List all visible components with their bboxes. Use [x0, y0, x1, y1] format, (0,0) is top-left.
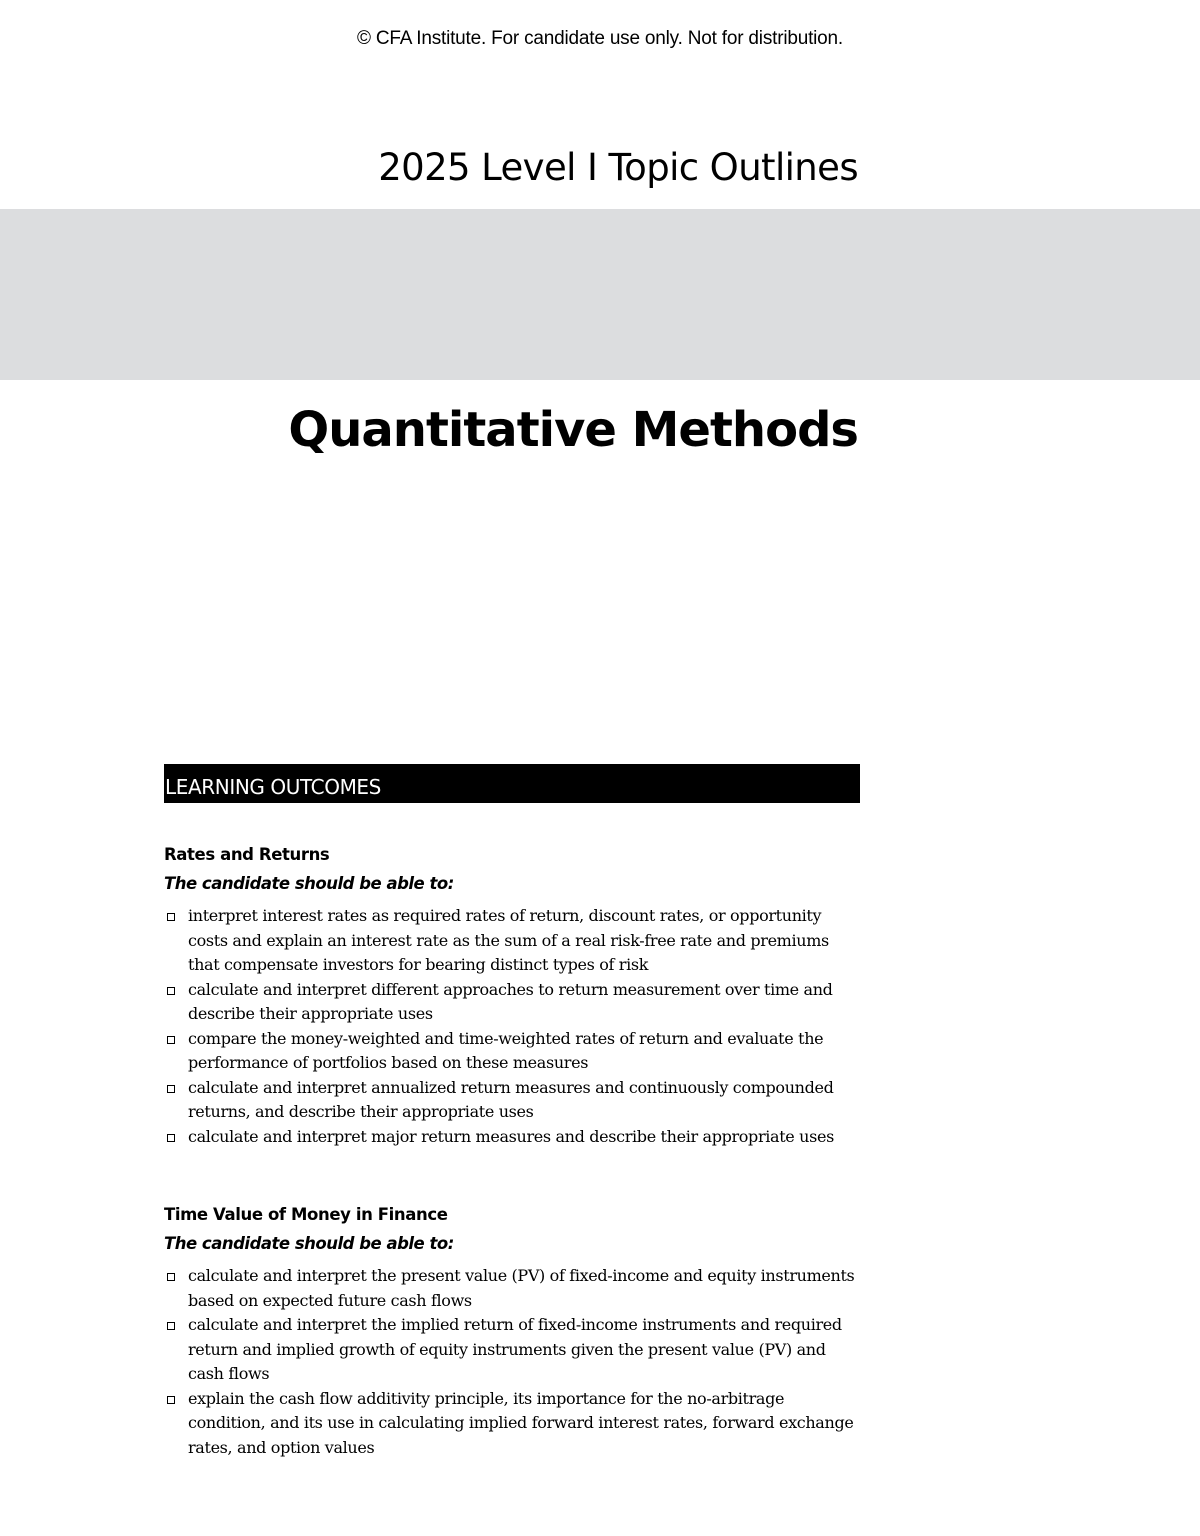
list-item-text: calculate and interpret the implied return of fixed-income instruments and required return and implied growth of equity instruments given the present value (PV) and cash flows — [188, 1315, 842, 1383]
checkbox-bullet-icon — [167, 1396, 175, 1404]
list-item — [164, 1387, 864, 1461]
checkbox-bullet-icon — [167, 1085, 175, 1093]
header-band — [0, 209, 1200, 380]
checkbox-bullet-icon — [167, 913, 175, 921]
learning-outcomes-heading: LEARNING OUTCOMES — [164, 764, 860, 803]
list-item-text: interpret interest rates as required rates of return, discount rates, or opportunity costs and explain an interest rate as the sum of a real risk-free rate and premiums that compensate investors for bearing distinct types of risk — [188, 906, 829, 974]
document-subtitle: 2025 Level I Topic Outlines — [378, 146, 858, 189]
checkbox-bullet-icon — [167, 1322, 175, 1330]
list-item — [164, 978, 864, 1027]
list-item — [164, 1313, 864, 1387]
section-intro: The candidate should be able to: — [164, 1234, 454, 1253]
list-item-text: calculate and interpret annualized return measures and continuously compounded returns, and describe their appropriate uses — [188, 1077, 834, 1121]
list-item — [164, 904, 864, 978]
list-item-text: compare the money-weighted and time-weighted rates of return and evaluate the performance of portfolios based on these measures — [188, 1028, 824, 1072]
section-title: Rates and Returns — [164, 845, 330, 864]
list-item-text: explain the cash flow additivity principle, its importance for the no-arbitrage condition, and its use in calculating implied forward interest rates, forward exchange rates, and option values — [188, 1388, 854, 1457]
list-item — [164, 1264, 864, 1313]
copyright-notice: © CFA Institute. For candidate use only. Not for distribution. — [357, 28, 843, 49]
section-title: Time Value of Money in Finance — [164, 1205, 448, 1224]
list-item — [164, 1125, 864, 1150]
list-item — [164, 1076, 864, 1125]
checkbox-bullet-icon — [167, 1273, 175, 1281]
checkbox-bullet-icon — [167, 1036, 175, 1044]
list-item — [164, 1027, 864, 1076]
learning-outcome-list — [164, 904, 864, 1149]
checkbox-bullet-icon — [167, 1134, 175, 1142]
page-title: Quantitative Methods — [288, 402, 858, 458]
list-item-text: calculate and interpret the present value (PV) of fixed-income and equity instruments based on expected future cash flows — [188, 1266, 855, 1310]
checkbox-bullet-icon — [167, 987, 175, 995]
section-time-value-of-money — [164, 1203, 864, 1460]
section-rates-and-returns — [164, 843, 864, 1149]
list-item-text: calculate and interpret major return measures and describe their appropriate uses — [188, 1126, 834, 1146]
learning-outcome-list — [164, 1264, 864, 1460]
list-item-text: calculate and interpret different approaches to return measurement over time and describe their appropriate uses — [188, 979, 833, 1023]
section-intro: The candidate should be able to: — [164, 874, 454, 893]
